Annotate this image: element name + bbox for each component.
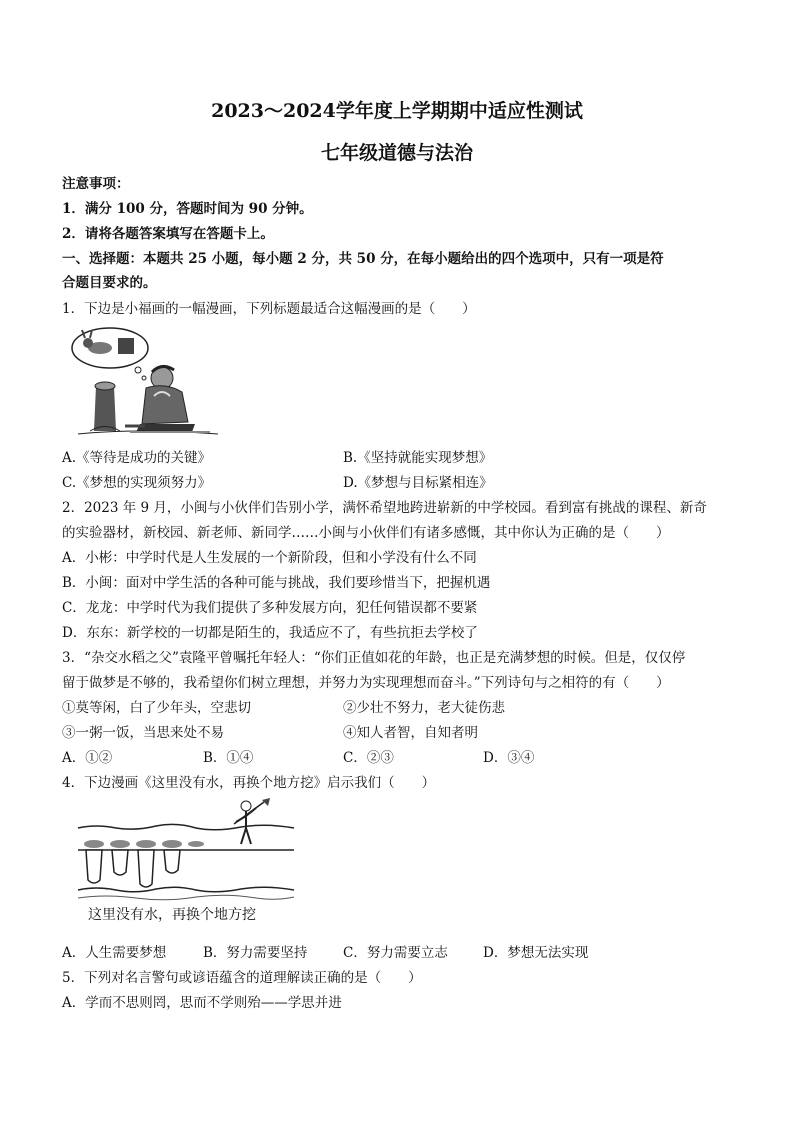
question-stem: 1．下边是小福画的一幅漫画，下列标题最适合这幅漫画的是（ ） <box>62 301 476 317</box>
poem-item: ③一粥一饭，当思来处不易 <box>62 725 224 741</box>
question-stem: 2．2023 年 9 月，小闽与小伙伴们告别小学，满怀希望地跨进崭新的中学校园。看到富有挑战的课程、新奇 <box>62 500 707 516</box>
poem-item: ①莫等闲，白了少年头，空悲切 <box>62 700 251 716</box>
question-stem: 留于做梦是不够的，我希望你们树立理想，并努力为实现理想而奋斗。”下列诗句与之相符的有（ ） <box>62 675 670 691</box>
notes-item: 1．满分 100 分，答题时间为 90 分钟。 <box>62 201 313 217</box>
cartoon-caption: 这里没有水，再换个地方挖 <box>88 907 256 923</box>
question-stem: 5．下列对名言警句或谚语蕴含的道理解读正确的是（ ） <box>62 970 422 986</box>
notes-heading: 注意事项： <box>62 176 130 192</box>
option-a: A.《等待是成功的关键》 <box>62 450 212 466</box>
waiting-rabbit-cartoon <box>70 326 220 438</box>
option-a: A．①② <box>62 750 113 766</box>
option-c: C.《梦想的实现须努力》 <box>62 475 212 491</box>
option-c: C．龙龙：中学时代为我们提供了多种发展方向，犯任何错误都不要紧 <box>62 600 478 616</box>
option-b: B．努力需要坚持 <box>203 945 308 961</box>
option-c: C．②③ <box>343 750 394 766</box>
question-stem: 4．下边漫画《这里没有水，再换个地方挖》启示我们（ ） <box>62 775 436 791</box>
section-intro: 一、选择题：本题共 25 小题，每小题 2 分，共 50 分，在每小题给出的四个选项中，只有一项是符 <box>62 251 664 267</box>
poem-item: ④知人者智，自知者明 <box>343 725 478 741</box>
option-a: A．学而不思则罔，思而不学则殆——学思并进 <box>62 995 342 1011</box>
exam-title: 2023～2024学年度上学期期中适应性测试 <box>211 100 583 122</box>
section-intro: 合题目要求的。 <box>62 275 157 291</box>
option-d: D．③④ <box>483 750 535 766</box>
option-a: A．人生需要梦想 <box>62 945 167 961</box>
question-stem: 的实验器材，新校园、新老师、新同学……小闽与小伙伴们有诸多感慨，其中你认为正确的是（ ） <box>62 525 670 541</box>
digging-well-cartoon <box>76 798 296 902</box>
option-b: B．①④ <box>203 750 254 766</box>
option-d: D．东东：新学校的一切都是陌生的，我适应不了，有些抗拒去学校了 <box>62 625 478 641</box>
option-c: C．努力需要立志 <box>343 945 448 961</box>
option-b: B.《坚持就能实现梦想》 <box>343 450 493 466</box>
option-a: A．小彬：中学时代是人生发展的一个新阶段，但和小学没有什么不同 <box>62 550 477 566</box>
option-d: D．梦想无法实现 <box>483 945 589 961</box>
question-stem: 3．“杂交水稻之父”袁隆平曾嘱托年轻人：“你们正值如花的年龄，也正是充满梦想的时候。但是，仅仅停 <box>62 650 686 666</box>
poem-item: ②少壮不努力，老大徒伤悲 <box>343 700 505 716</box>
exam-subtitle: 七年级道德与法治 <box>320 142 473 164</box>
option-b: B．小闽：面对中学生活的各种可能与挑战，我们要珍惜当下，把握机遇 <box>62 575 491 591</box>
option-d: D.《梦想与目标紧相连》 <box>343 475 493 491</box>
notes-item: 2．请将各题答案填写在答题卡上。 <box>62 226 274 242</box>
